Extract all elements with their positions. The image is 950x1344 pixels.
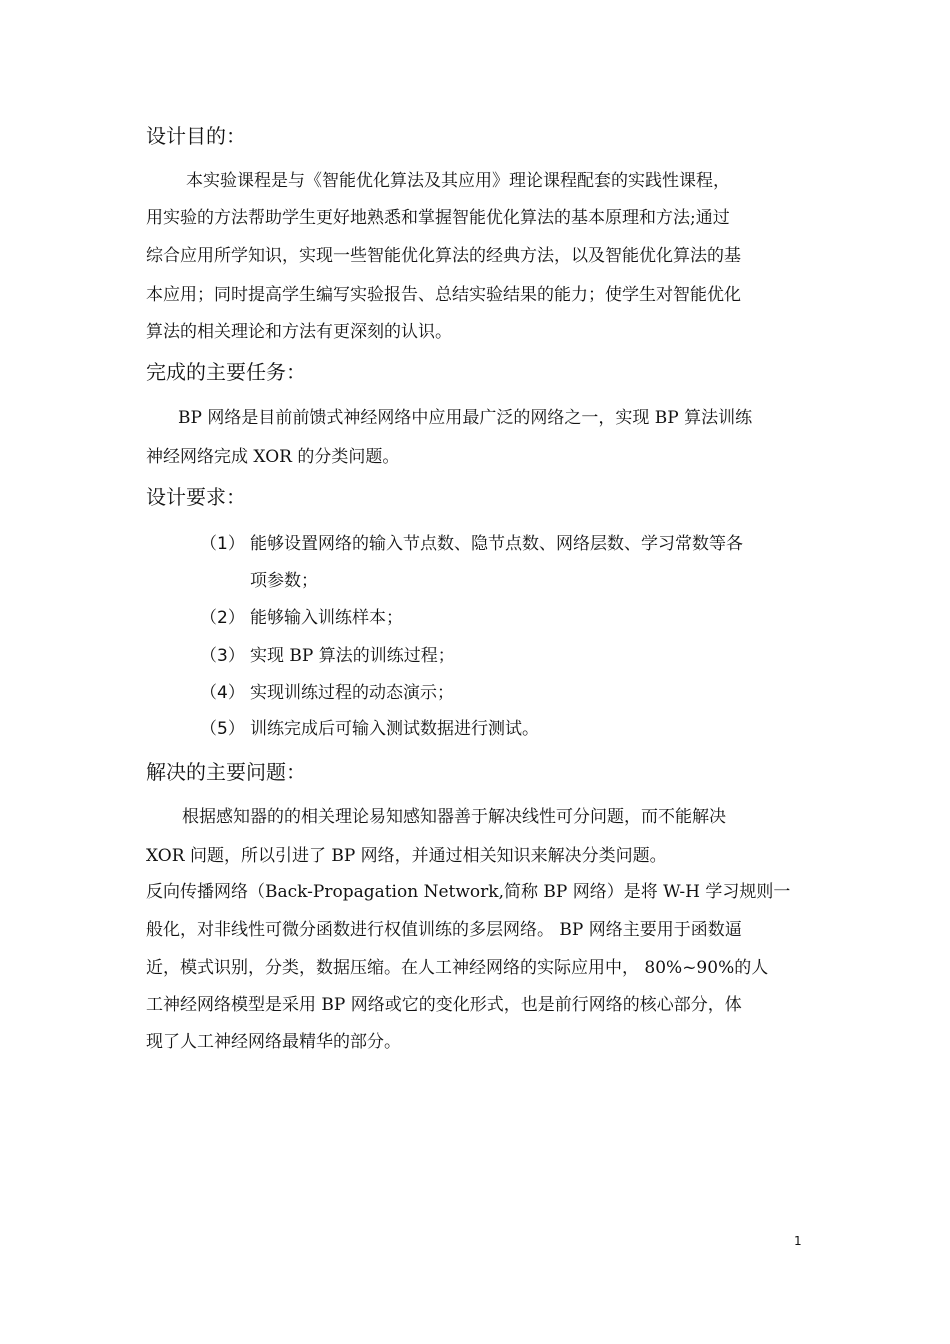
- purpose-line-3: 综合应用所学知识，实现一些智能优化算法的经典方法，以及智能优化算法的基: [146, 246, 741, 266]
- requirement-text-3: 实现 BP 算法的训练过程；: [250, 646, 455, 666]
- requirement-number-5: （5）: [200, 719, 245, 739]
- problems-line-3: 反向传播网络（Back-Propagation Network,简称 BP 网络）是将 W-H 学习规则一: [146, 882, 791, 902]
- heading-problems: 解决的主要问题：: [146, 760, 306, 784]
- tasks-line-2: 神经网络完成 XOR 的分类问题。: [146, 447, 400, 467]
- purpose-line-4: 本应用；同时提高学生编写实验报告、总结实验结果的能力；使学生对智能优化: [146, 285, 741, 305]
- requirement-number-1: （1）: [200, 534, 245, 554]
- heading-requirements: 设计要求：: [146, 485, 246, 509]
- requirement-text-2: 能够输入训练样本；: [250, 608, 403, 628]
- purpose-line-5: 算法的相关理论和方法有更深刻的认识。: [146, 322, 452, 342]
- heading-purpose: 设计目的：: [146, 124, 246, 148]
- problems-line-7: 现了人工神经网络最精华的部分。: [146, 1032, 401, 1052]
- requirement-number-4: （4）: [200, 683, 245, 703]
- problems-line-1: 根据感知器的的相关理论易知感知器善于解决线性可分问题，而不能解决: [182, 807, 726, 827]
- tasks-line-1: BP 网络是目前前馈式神经网络中应用最广泛的网络之一，实现 BP 算法训练: [178, 408, 753, 428]
- problems-line-4: 般化，对非线性可微分函数进行权值训练的多层网络。 BP 网络主要用于函数逼: [146, 920, 742, 940]
- requirement-text-5: 训练完成后可输入测试数据进行测试。: [250, 719, 539, 739]
- requirement-number-3: （3）: [200, 646, 245, 666]
- page-number: 1: [794, 1234, 802, 1248]
- purpose-line-1: 本实验课程是与《智能优化算法及其应用》理论课程配套的实践性课程，: [186, 171, 730, 191]
- requirement-text-4: 实现训练过程的动态演示；: [250, 683, 454, 703]
- requirement-number-2: （2）: [200, 608, 245, 628]
- requirement-text-1b: 项参数；: [250, 571, 318, 591]
- heading-tasks: 完成的主要任务：: [146, 360, 306, 384]
- problems-line-5: 近，模式识别，分类，数据压缩。在人工神经网络的实际应用中， 80%~90%的人: [146, 958, 769, 978]
- problems-line-6: 工神经网络模型是采用 BP 网络或它的变化形式，也是前行网络的核心部分，体: [146, 995, 742, 1015]
- purpose-line-2: 用实验的方法帮助学生更好地熟悉和掌握智能优化算法的基本原理和方法;通过: [146, 208, 730, 228]
- problems-line-2: XOR 问题，所以引进了 BP 网络，并通过相关知识来解决分类问题。: [146, 846, 667, 866]
- requirement-text-1a: 能够设置网络的输入节点数、隐节点数、网络层数、学习常数等各: [250, 534, 743, 554]
